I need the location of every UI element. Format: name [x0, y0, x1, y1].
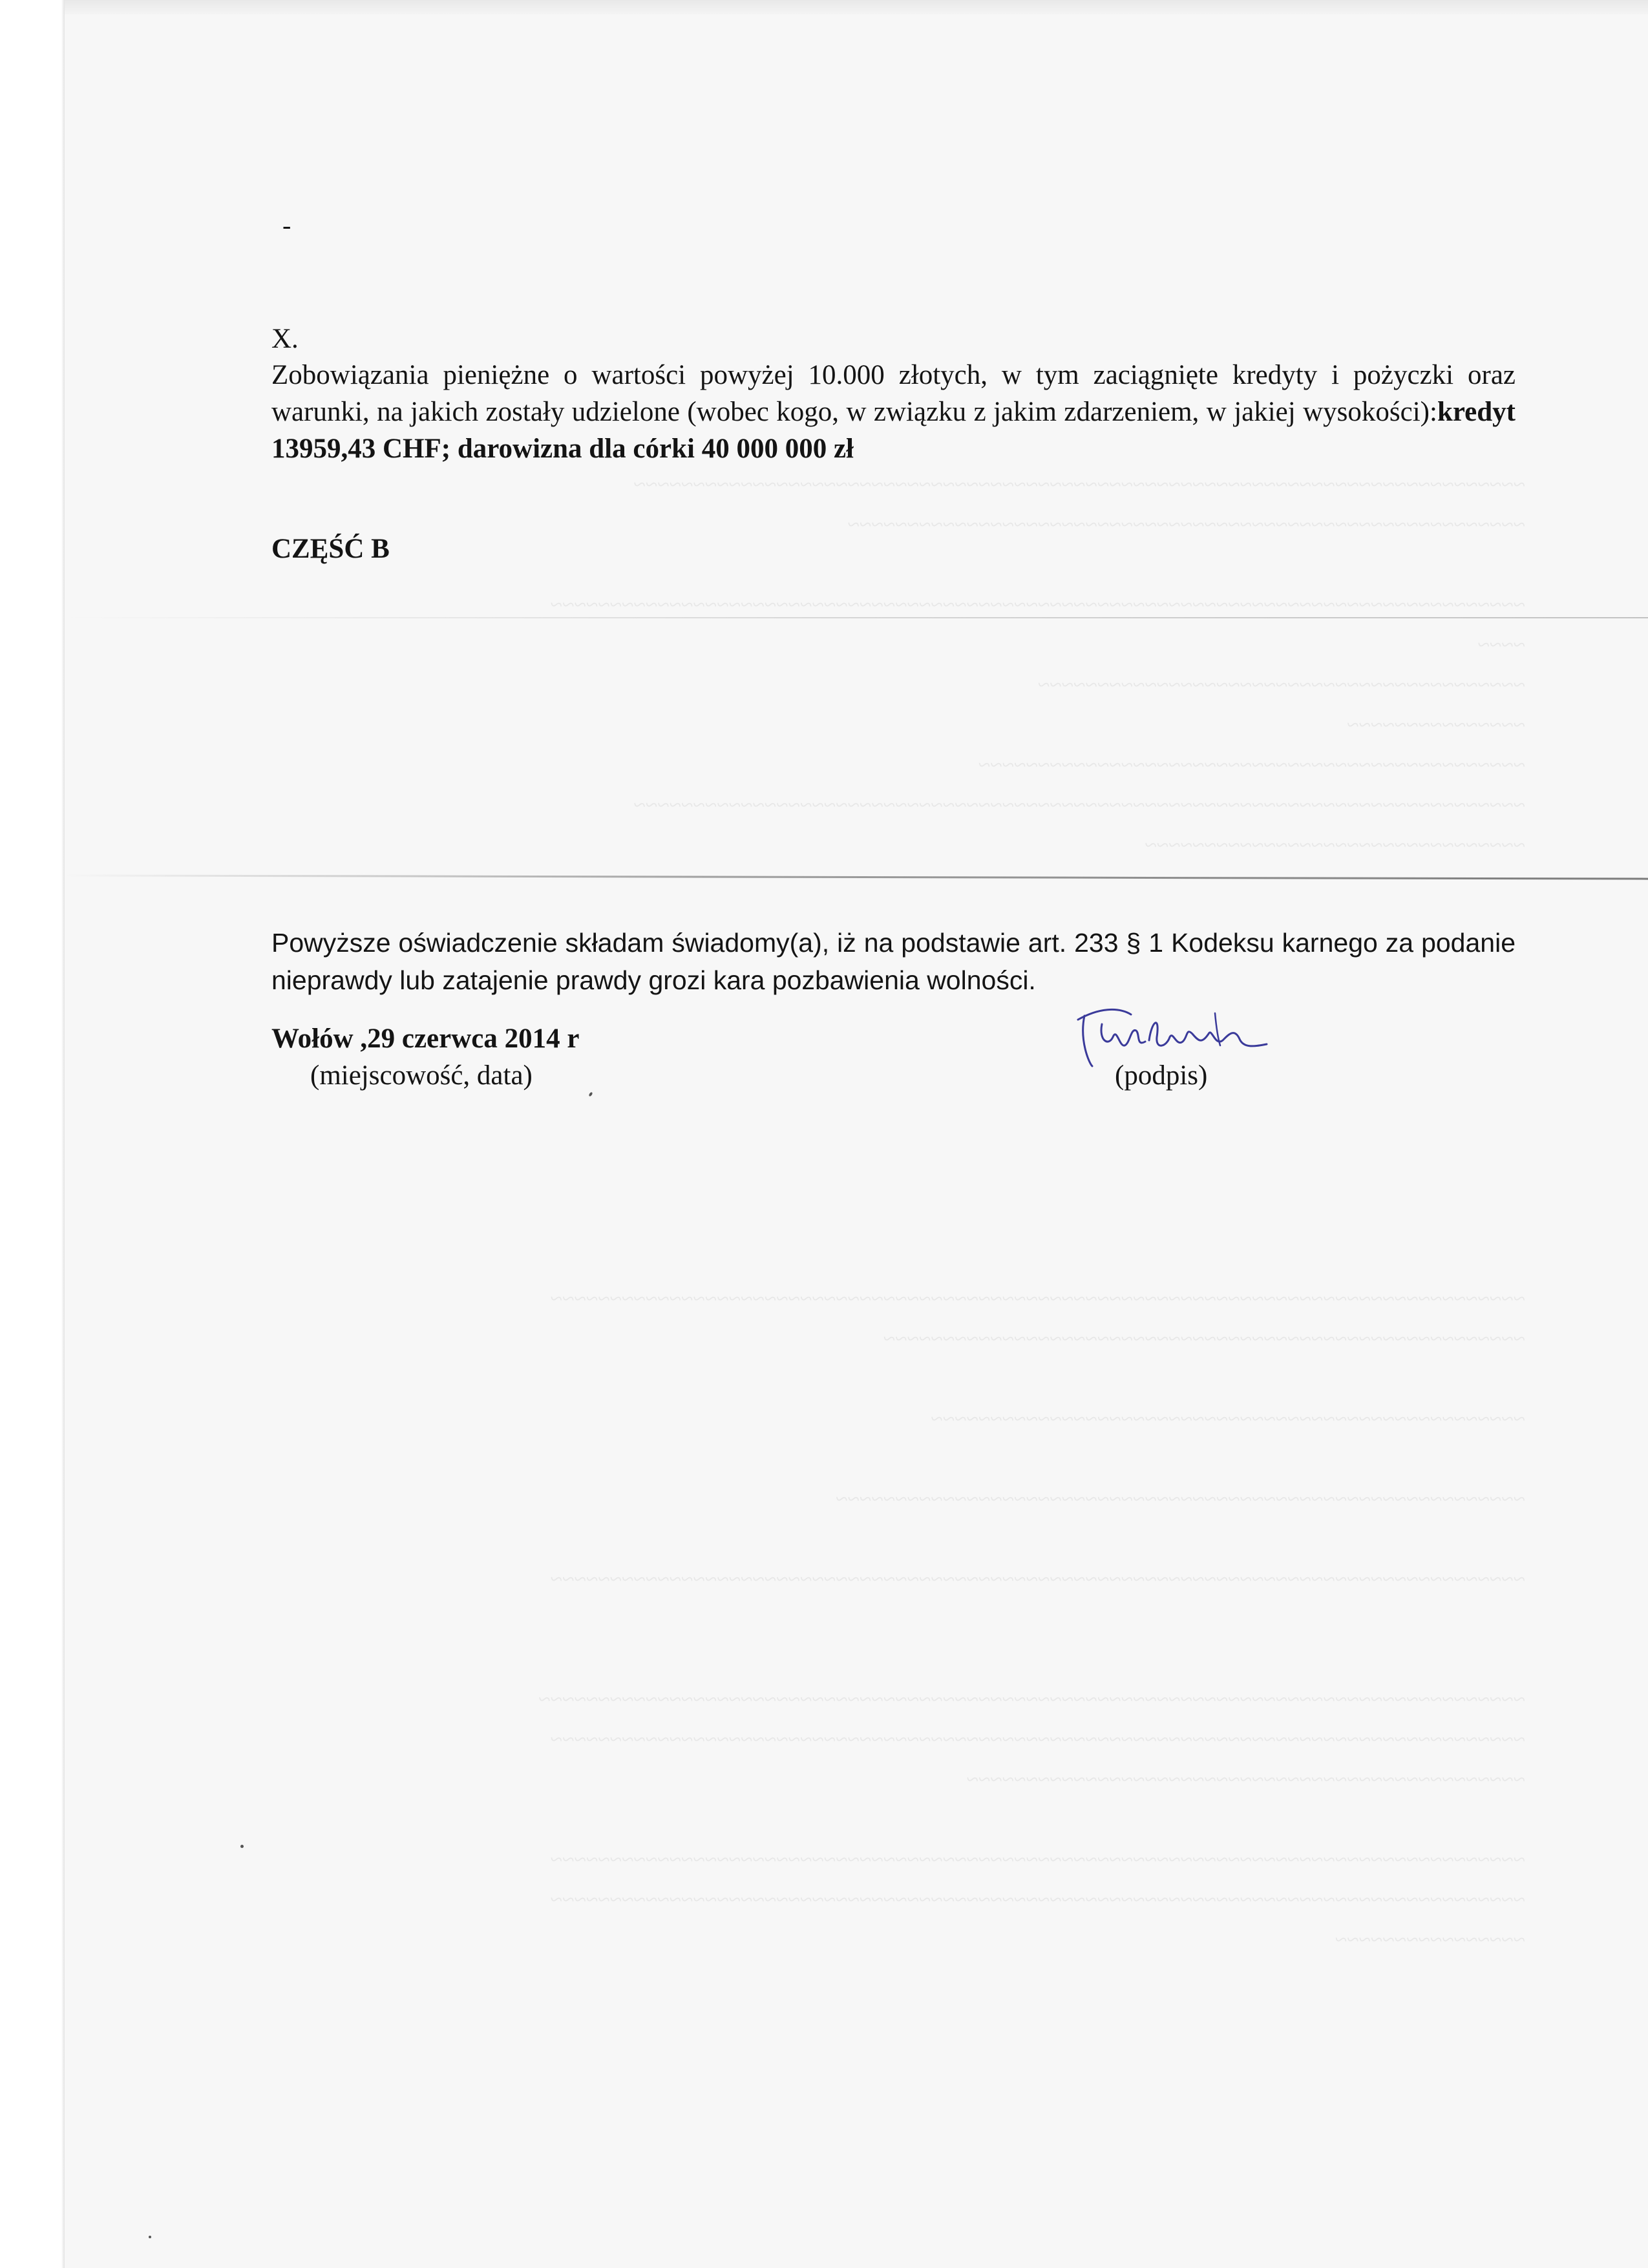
- paper-fold-line-lower: [65, 874, 1648, 879]
- scan-speck: [588, 1091, 593, 1097]
- place-date-value: Wołów ,29 czerwca 2014 r: [271, 1024, 580, 1054]
- scan-top-edge: [65, 0, 1648, 14]
- signature-caption: (podpis): [1115, 1060, 1208, 1091]
- declaration-text: Powyższe oświadczenie składam świadomy(a), iż na podstawie art. 233 § 1 Kodeksu karnego za podanie nieprawdy lub zatajenie prawdy grozi kara pozbawienia wolności.: [271, 928, 1516, 995]
- paper-fold-line-upper: [65, 617, 1648, 618]
- scan-left-edge: [0, 0, 65, 2268]
- scan-speck: [240, 1845, 244, 1848]
- part-b-heading: CZĘŚĆ B: [271, 534, 390, 564]
- place-date-caption: (miejscowość, data): [310, 1060, 533, 1091]
- dash-mark: -: [282, 211, 291, 240]
- reverse-side-bleed-through-lower: ~~~~~~~~~~~~~~~~~~~~~~~~~~~~~~~~~~~~~~~~~~~~~~~~~~~~~~~~~~~~~~~~~~~~~~~~~~~~~~~~~~ ~~~~~~~~~~~~~~~~~~~~~~~~~~~~~~~~~~~~~~~~~~~~~~~~~~~~~~ ~~~~~~~~~~~~~~~~~~~~~~~~~~~~~~~~~~~~~~~~~~~~~~~~~~ ~~~~~~~~~~~~~~~~~~~~~~~~~~~~~~~~~~~~~~~~~~~~~~~~~~~~~~~~~~ ~~~~~~~~~~~~~~~~~~~~~~~~~~~~~~~~~~~~~~~~~~~~~~~~~~~~~~~~~~~~~~~~~~~~~~~~~~~~~~~~~~ ~~~~~~~~~~~~~~~~~~~~~~~~~~~~~~~~~~~~~~~~~~~~~~~~~~~~~~~~~~~~~~~~~~~~~~~~~~~~~~~~~~~ ~~~~~~~~~~~~~~~~~~~~~~~~~~~~~~~~~~~~~~~~~~~~~~~~~~~~~~~~~~~~~~~~~~~~~~~~~~~~~~~~~~ ~~~~~~~~~~~~~~~~~~~~~~~~~~~~~~~~~~~~~~~~~~~~~~~ ~~~~~~~~~~~~~~~~~~~~~~~~~~~~~~~~~~~~~~~~~~~~~~~~~~~~~~~~~~~~~~~~~~~~~~~~~~~~~~~~~~ ~~~~~~~~~~~~~~~~~~~~~~~~~~~~~~~~~~~~~~~~~~~~~~~~~~~~~~~~~~~~~~~~~~~~~~~~~~~~~~~~~~ ~~~~~~~~~~~~~~~~: [538, 1287, 1525, 1952]
- section-x-number: X.: [271, 324, 299, 354]
- section-x-text: Zobowiązania pieniężne o wartości powyżej 10.000 złotych, w tym zaciągnięte kredyty i pożyczki oraz warunki, na jakich zostały udzielone (wobec kogo, w związku z jakim zdarzeniem, w jakiej wysokości):: [271, 360, 1516, 427]
- section-x-paragraph: [271, 357, 1516, 467]
- section-x-liabilities-value: kredyt 13959,43 CHF; darowizna dla córki 40 000 000 zł: [271, 397, 1516, 464]
- reverse-side-bleed-through: ~~~~~~~~~~~~~~~~~~~~~~~~~~~~~~~~~~~~~~~~~~~~~~~~~~~~~~~~~~~~~~~~~~~~~~~~~~~ ~~~~~~~~~~~~~~~~~~~~~~~~~~~~~~~~~~~~~~~~~~~~~~~~~~~~~~~~~ ~~~~~~~~~~~~~~~~~~~~~~~~~~~~~~~~~~~~~~~~~~~~~~~~~~~~~~~~~~~~~~~~~~~~~~~~~~~~~~~~~~ ~~~~ ~~~~~~~~~~~~~~~~~~~~~~~~~~~~~~~~~~~~~~~~~ ~~~~~~~~~~~~~~~ ~~~~~~~~~~~~~~~~~~~~~~~~~~~~~~~~~~~~~~~~~~~~~~ ~~~~~~~~~~~~~~~~~~~~~~~~~~~~~~~~~~~~~~~~~~~~~~~~~~~~~~~~~~~~~~~~~~~~~~~~~~~ ~~~~~~~~~~~~~~~~~~~~~~~~~~~~~~~~: [550, 473, 1525, 857]
- scan-speck: [149, 2236, 151, 2238]
